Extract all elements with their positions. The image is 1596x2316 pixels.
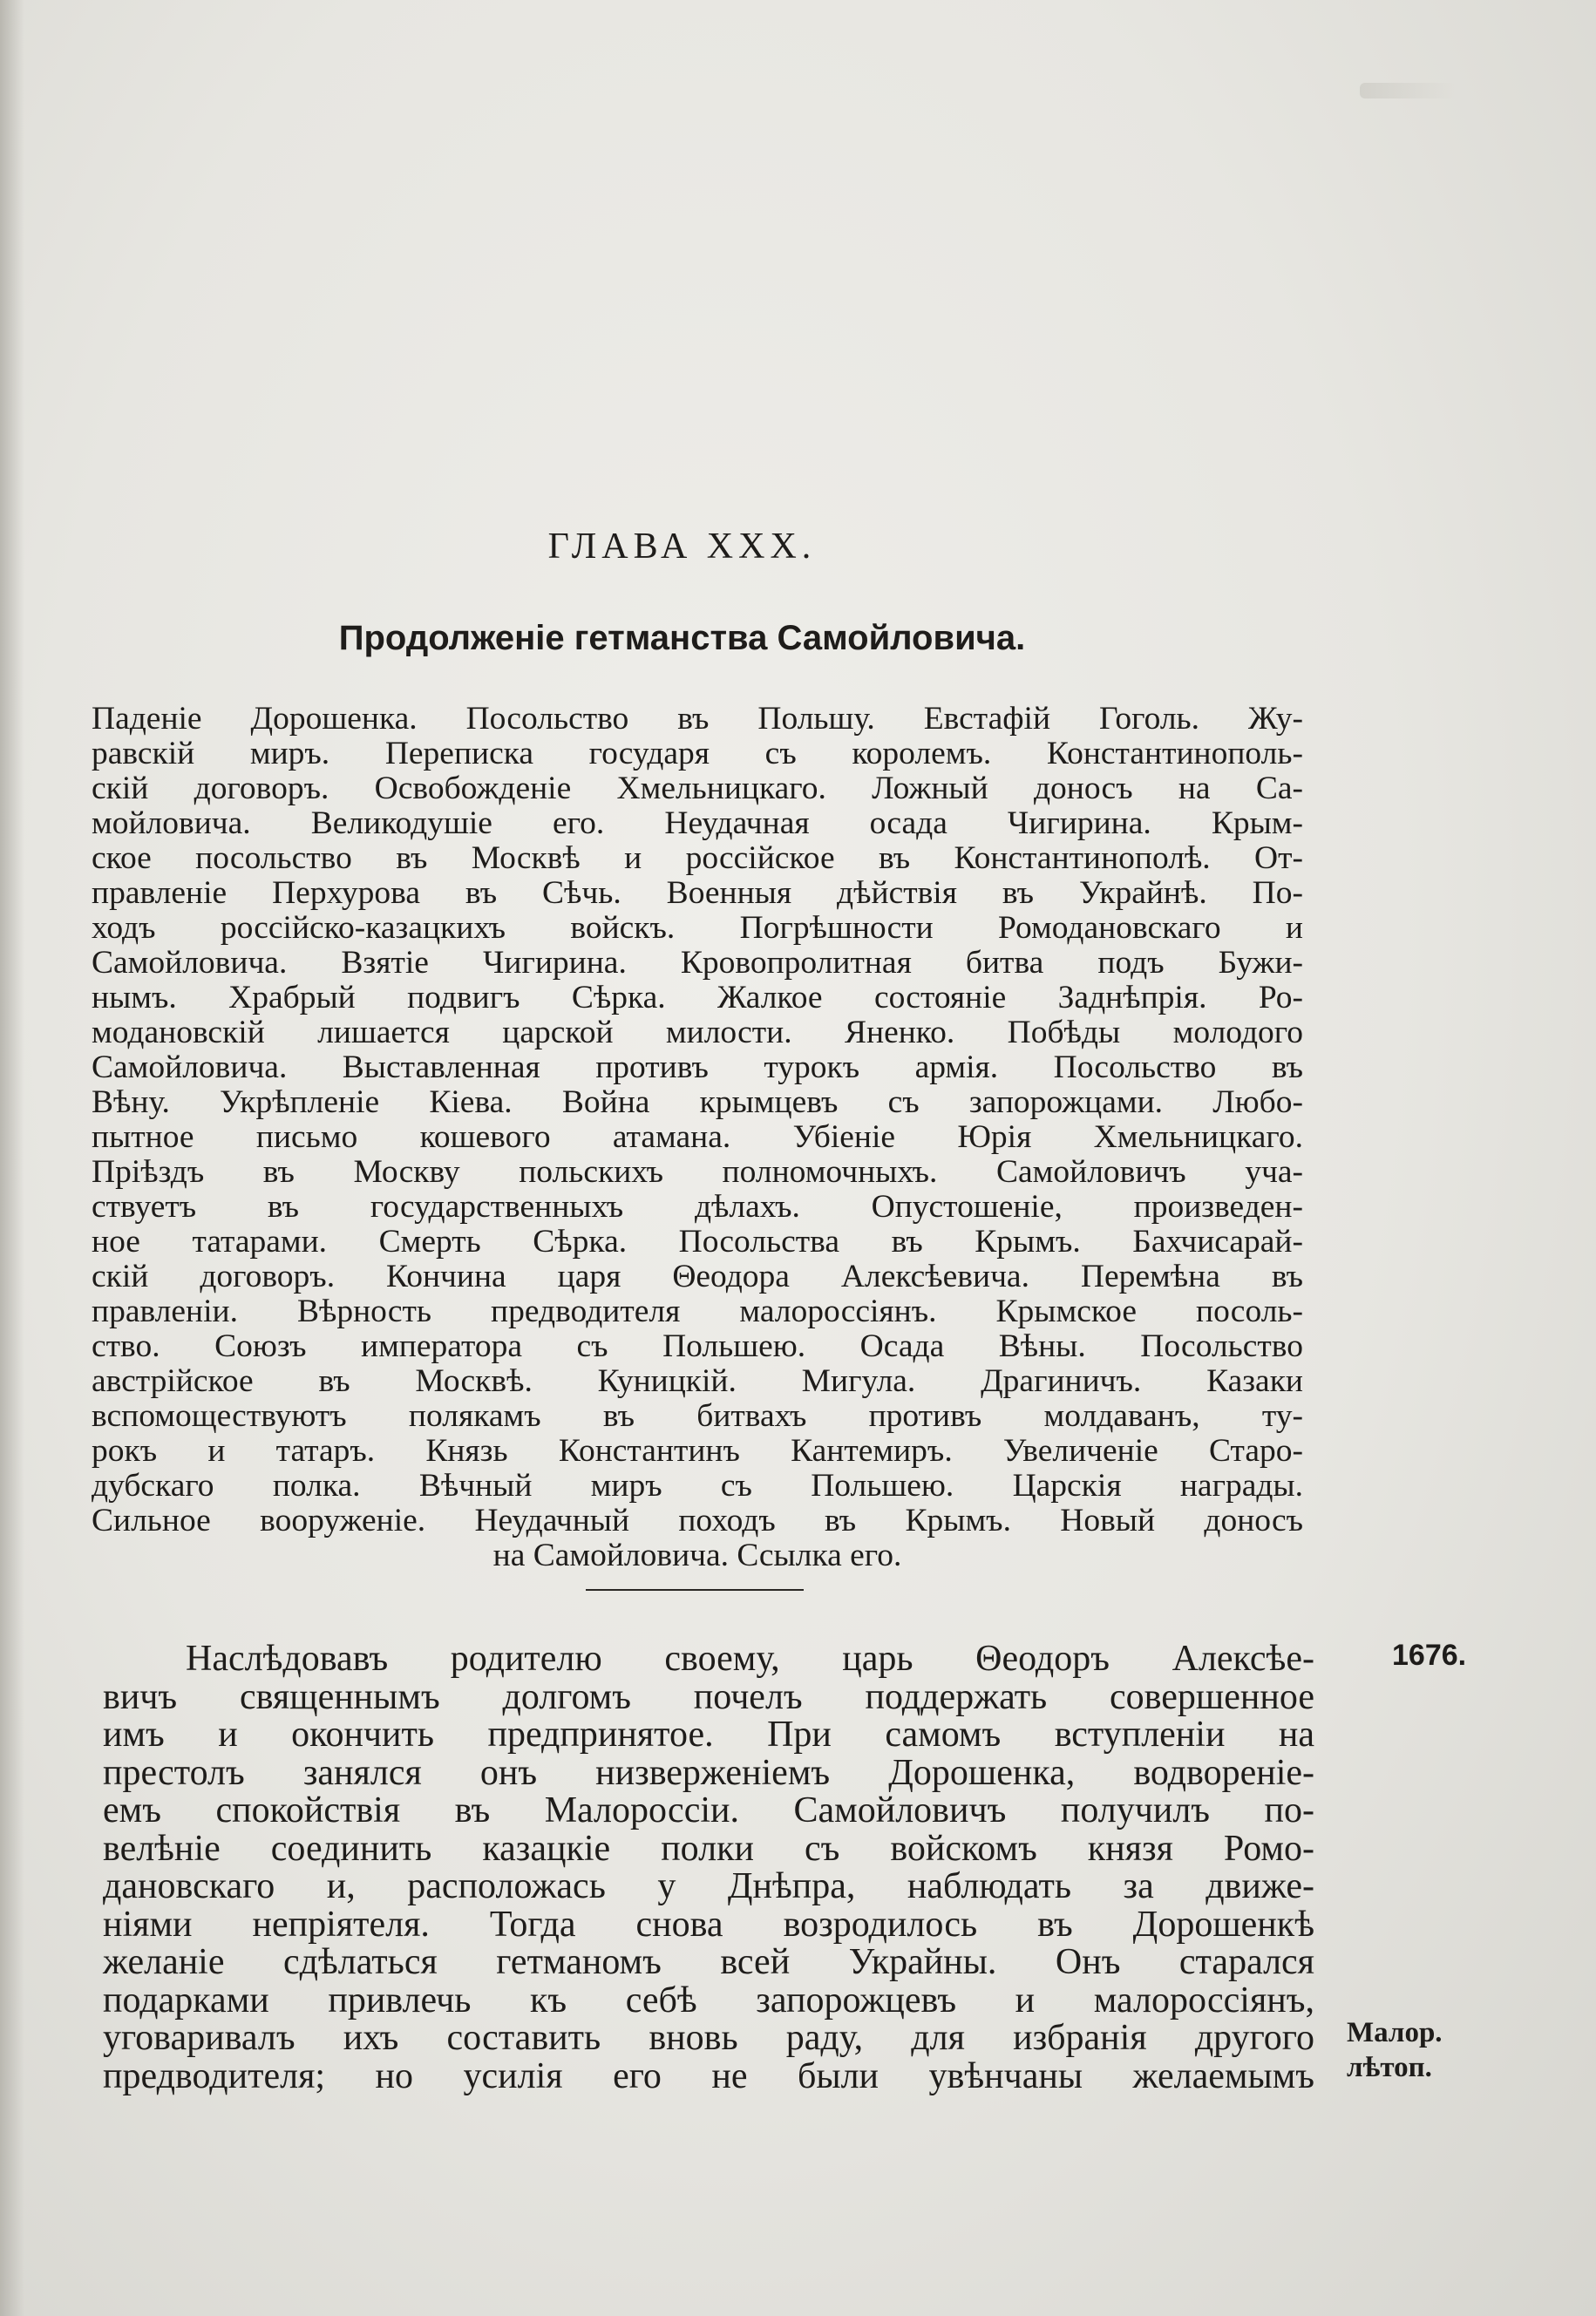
page-edge-shadow: [0, 0, 24, 2316]
summary-line: Паденіе Дорошенка. Посольство въ Польшу. Евстафій Гоголь. Жу-: [92, 701, 1303, 737]
body-line: Наслѣдовавъ родителю своему, царь Θеодоръ Алексѣе-: [186, 1639, 1314, 1679]
summary-line: Вѣну. Укрѣпленіе Кіева. Война крымцевъ съ запорожцами. Любо-: [92, 1084, 1303, 1120]
summary-line: ное татарами. Смерть Сѣрка. Посольства въ Крымъ. Бахчисарай-: [92, 1224, 1303, 1260]
body-line: предводителя; но усилія его не были увѣнчаны желаемымъ: [103, 2055, 1314, 2096]
body-line: уговаривалъ ихъ составить вновь раду, для избранія другого: [103, 2018, 1314, 2058]
summary-line: рокъ и татаръ. Князь Константинъ Кантемиръ. Увеличеніе Старо-: [92, 1433, 1303, 1469]
body-line: имъ и окончить предпринятое. При самомъ вступленіи на: [103, 1715, 1314, 1755]
summary-line: модановскій лишается царской милости. Яненко. Побѣды молодого: [92, 1015, 1303, 1050]
summary-line: вспомоществуютъ полякамъ въ битвахъ противъ молдаванъ, ту-: [92, 1398, 1303, 1434]
summary-line: правленіи. Вѣрность предводителя малороссіянъ. Крымское посоль-: [92, 1294, 1303, 1329]
summary-line: скій договоръ. Освобожденіе Хмельницкаго. Ложный доносъ на Са-: [92, 771, 1303, 806]
summary-line: австрійское въ Москвѣ. Куницкій. Мигула. Драгиничъ. Казаки: [92, 1363, 1303, 1399]
summary-line: Самойловича. Выставленная противъ турокъ армія. Посольство въ: [92, 1049, 1303, 1085]
body-line: ніями непріятеля. Тогда снова возродилось въ Дорошенкѣ: [103, 1904, 1314, 1945]
bleed-through-mark: [1360, 83, 1456, 98]
body-line: желаніе сдѣлаться гетманомъ всей Украйны. Онъ старался: [103, 1942, 1314, 1982]
chapter-heading: ГЛАВА XXX.: [547, 526, 817, 567]
summary-line: дубскаго полка. Вѣчный миръ съ Польшею. Царскія награды.: [92, 1468, 1303, 1504]
body-line: престолъ занялся онъ низверженіемъ Дорошенка, водвореніе-: [103, 1752, 1314, 1793]
body-paragraph: [103, 1640, 1314, 2095]
section-divider: [586, 1589, 804, 1591]
summary-line: мойловича. Великодушіе его. Неудачная осада Чигирина. Крым-: [92, 805, 1303, 841]
summary-line: пытное письмо кошевого атамана. Убіеніе Юрія Хмельницкаго.: [92, 1119, 1303, 1155]
summary-line: Пріѣздъ въ Москву польскихъ полномочныхъ. Самойловичъ уча-: [92, 1154, 1303, 1190]
summary-line: на Самойловича. Ссылка его.: [492, 1538, 902, 1573]
chapter-summary: [92, 702, 1303, 1573]
body-line: велѣніе соединить казацкіе полки съ войскомъ князя Ромо-: [103, 1828, 1314, 1869]
summary-line: ское посольство въ Москвѣ и россійское въ Константинополѣ. От-: [92, 840, 1303, 876]
summary-line: ство. Союзъ императора съ Польшею. Осада Вѣны. Посольство: [92, 1328, 1303, 1364]
body-line: подарками привлечь къ себѣ запорожцевъ и малороссіянъ,: [103, 1980, 1314, 2021]
summary-line: скій договоръ. Кончина царя Θеодора Алексѣевича. Перемѣна въ: [92, 1259, 1303, 1294]
summary-line: Самойловича. Взятіе Чигирина. Кровопролитная битва подъ Бужи-: [92, 945, 1303, 981]
summary-line: Сильное вооруженіе. Неудачный походъ въ Крымъ. Новый доносъ: [92, 1503, 1303, 1538]
margin-source-note: [1347, 2015, 1443, 2085]
margin-year: 1676.: [1392, 1639, 1467, 1672]
body-line: вичъ священнымъ долгомъ почелъ поддержать совершенное: [103, 1676, 1314, 1717]
summary-line: ствуетъ въ государственныхъ дѣлахъ. Опустошеніе, произведен-: [92, 1189, 1303, 1225]
chapter-subtitle: Продолженіе гетманства Самойловича.: [338, 619, 1026, 657]
margin-note-line: лѣтоп.: [1347, 2052, 1432, 2083]
summary-line: равскій миръ. Переписка государя съ королемъ. Константинополь-: [92, 736, 1303, 771]
summary-line: правленіе Перхурова въ Сѣчь. Военныя дѣйствія въ Украйнѣ. По-: [92, 875, 1303, 911]
body-line: дановскаго и, расположась у Днѣпра, наблюдать за движе-: [103, 1866, 1314, 1906]
body-line: емъ спокойствія въ Малороссіи. Самойловичъ получилъ по-: [103, 1790, 1314, 1830]
margin-note-line: Малор.: [1347, 2017, 1443, 2048]
summary-line: ходъ россійско-казацкихъ войскъ. Погрѣшности Ромодановскаго и: [92, 910, 1303, 946]
summary-line: нымъ. Храбрый подвигъ Сѣрка. Жалкое состояніе Заднѣпрія. Ро-: [92, 980, 1303, 1015]
